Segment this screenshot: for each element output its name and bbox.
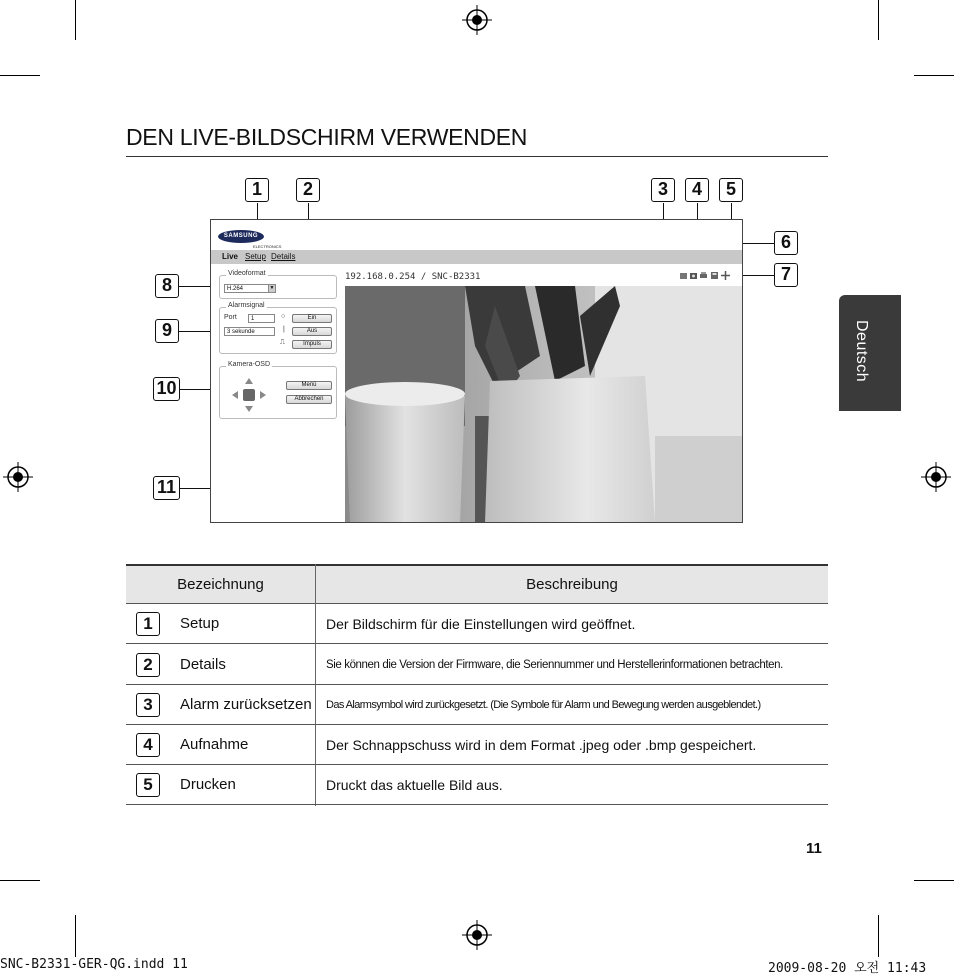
row-description: Sie können die Version der Firmware, die Seriennummer und Herstellerinformationen betrachten. [326, 659, 783, 671]
alarm-panel [219, 302, 337, 354]
header-name: Bezeichnung [177, 576, 264, 593]
row-name: Details [180, 656, 226, 673]
row-description: Das Alarmsymbol wird zurückgesetzt. (Die Symbole für Alarm und Bewegung werden ausgeblendet.) [326, 699, 761, 711]
table-header [126, 564, 828, 604]
row-name: Aufnahme [180, 736, 249, 753]
row-name: Drucken [180, 776, 236, 793]
callout-10: 10 [153, 377, 180, 401]
save-icon[interactable] [710, 271, 719, 280]
callout-7: 7 [774, 263, 798, 287]
page-title: DEN LIVE-BILDSCHIRM VERWENDEN [126, 124, 528, 150]
callout-9: 9 [155, 319, 179, 343]
osd-menu-button[interactable]: Menü [286, 381, 332, 390]
nav-bar [211, 250, 742, 264]
osd-legend: Kamera-OSD [228, 361, 271, 368]
table-row [126, 645, 828, 685]
videoformat-panel [219, 270, 337, 299]
registration-mark-icon [462, 5, 492, 35]
osd-panel [219, 361, 337, 419]
print-icon[interactable] [699, 271, 708, 280]
table-row [126, 685, 828, 725]
crop-mark [0, 880, 40, 881]
row-description: Der Schnappschuss wird in dem Format .jpeg oder .bmp gespeichert. [326, 737, 757, 753]
row-name: Alarm zurücksetzen [180, 696, 312, 713]
nav-live[interactable]: Live [222, 252, 239, 261]
callout-11: 11 [153, 476, 180, 500]
samsung-logo: SAMSUNG [218, 230, 264, 243]
leader-line [738, 243, 774, 244]
videoformat-select[interactable]: H.264 [224, 284, 276, 293]
table-row [126, 765, 828, 805]
registration-mark-icon [462, 920, 492, 950]
row-number: 4 [136, 733, 160, 757]
alarm-reset-icon[interactable] [679, 271, 688, 280]
crop-mark [0, 75, 40, 76]
status-on-icon: ○ [281, 313, 286, 320]
row-number: 3 [136, 693, 160, 717]
callout-2: 2 [296, 178, 320, 202]
crop-mark [878, 0, 879, 40]
pulse-icon: ⎍ [280, 339, 285, 346]
alarm-pulse-button[interactable]: Impuls [292, 340, 332, 349]
crop-mark [914, 880, 954, 881]
alarm-legend: Alarmsignal [228, 302, 265, 309]
crop-mark [75, 915, 76, 957]
status-off-icon: | [283, 326, 285, 333]
language-tab [839, 295, 901, 411]
row-number: 1 [136, 612, 160, 636]
live-screen-screenshot [210, 219, 743, 523]
footer-date-info: 2009-08-20 오전 11:43 [768, 961, 927, 976]
alarm-off-button[interactable]: Aus [292, 327, 332, 336]
alarm-duration-select[interactable]: 3 sekunde [224, 327, 275, 336]
callout-4: 4 [685, 178, 709, 202]
row-description: Druckt das aktuelle Bild aus. [326, 777, 503, 793]
registration-mark-icon [3, 462, 33, 492]
callout-5: 5 [719, 178, 743, 202]
callout-3: 3 [651, 178, 675, 202]
alarm-port-label: Port [224, 314, 237, 321]
crop-mark [878, 915, 879, 957]
row-name: Setup [180, 615, 220, 632]
row-number: 5 [136, 773, 160, 797]
callout-6: 6 [774, 231, 798, 255]
language-tab-label: Deutsch [853, 320, 870, 383]
videoformat-legend: Videoformat [228, 270, 266, 277]
header-description: Beschreibung [526, 576, 618, 593]
camera-address: 192.168.0.254 / SNC-B2331 [345, 272, 481, 282]
row-number: 2 [136, 653, 160, 677]
osd-cancel-button[interactable]: Abbrechen [286, 395, 332, 404]
table-row [126, 725, 828, 765]
callout-1: 1 [245, 178, 269, 202]
alarm-port-select[interactable]: 1 [248, 314, 275, 323]
crop-mark [914, 75, 954, 76]
samsung-logo-sub: ELECTRONICS [253, 244, 282, 249]
footer-file-info: SNC-B2331-GER-QG.indd 11 [0, 957, 188, 972]
leader-line [742, 275, 774, 276]
video-feed [345, 286, 743, 523]
chevron-down-icon[interactable]: ▼ [269, 285, 275, 291]
direction-pad-icon[interactable] [230, 376, 268, 414]
fullscreen-icon[interactable] [721, 271, 730, 280]
nav-setup[interactable]: Setup [245, 252, 266, 261]
crop-mark [75, 0, 76, 40]
title-divider [126, 156, 828, 157]
capture-icon[interactable] [689, 271, 698, 280]
table-row [126, 604, 828, 644]
nav-details[interactable]: Details [271, 252, 296, 261]
registration-mark-icon [921, 462, 951, 492]
callout-8: 8 [155, 274, 179, 298]
row-description: Der Bildschirm für die Einstellungen wird geöffnet. [326, 616, 636, 632]
alarm-on-button[interactable]: Ein [292, 314, 332, 323]
page-number: 11 [806, 840, 822, 857]
